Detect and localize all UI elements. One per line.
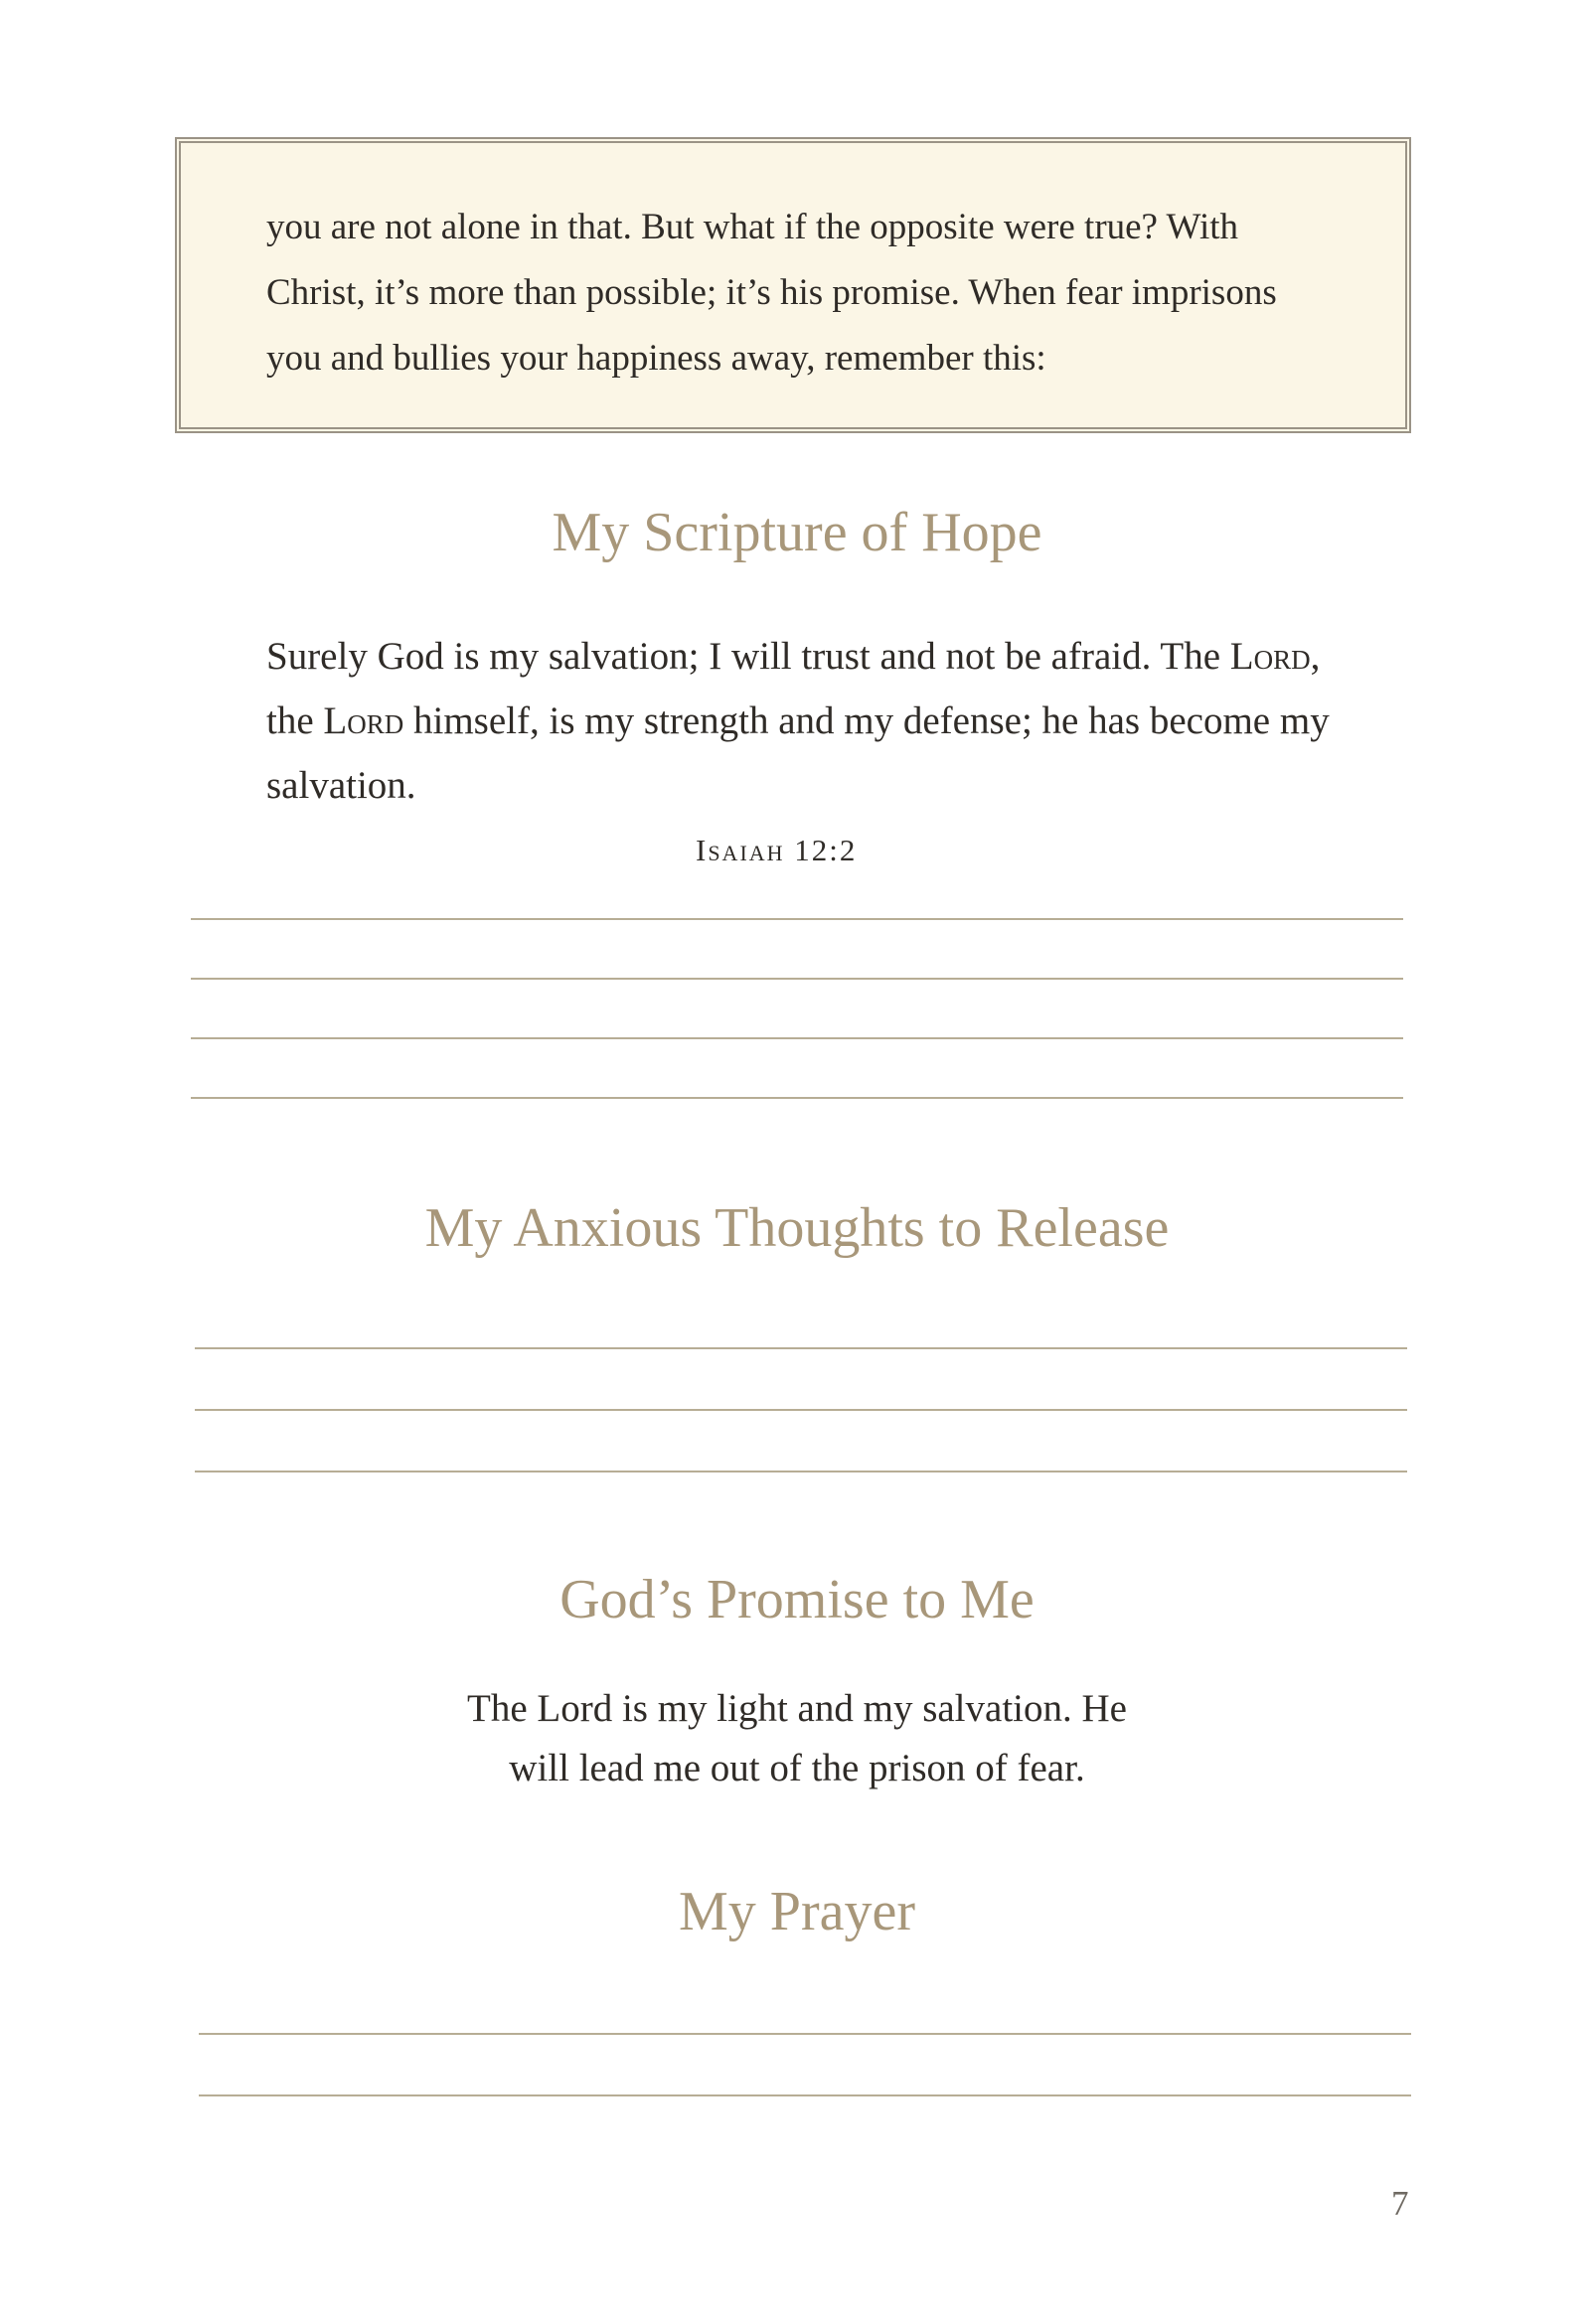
writing-line[interactable] — [195, 1409, 1407, 1411]
writing-line[interactable] — [191, 918, 1403, 920]
page-number: 7 — [1391, 2184, 1409, 2223]
verse-lord-2: Lord — [323, 699, 404, 742]
writing-line[interactable] — [191, 1097, 1403, 1099]
promise-text — [0, 1679, 1594, 1798]
writing-line[interactable] — [199, 2033, 1411, 2035]
scripture-reference: Isaiah 12:2 — [696, 833, 858, 867]
verse-part-2: , the — [266, 635, 1321, 742]
writing-line[interactable] — [191, 1037, 1403, 1039]
scripture-heading: My Scripture of Hope — [552, 502, 1042, 563]
writing-line[interactable] — [199, 2094, 1411, 2096]
anxious-thoughts-heading: My Anxious Thoughts to Release — [424, 1197, 1170, 1259]
verse-lord-1: Lord — [1229, 635, 1311, 678]
scripture-verse — [266, 624, 1340, 818]
intro-box — [175, 137, 1411, 433]
intro-text: you are not alone in that. But what if the opposite were true? With Christ, it’s more than possible; it’s his promise. When fear imprisons you and bullies your happiness away, remember this: — [266, 207, 1277, 379]
promise-line-2: will lead me out of the prison of fear. — [509, 1747, 1085, 1789]
promise-line-1: The Lord is my light and my salvation. He — [467, 1687, 1127, 1730]
verse-part-3: himself, is my strength and my defense; he has become my salvation. — [266, 699, 1330, 807]
writing-line[interactable] — [191, 978, 1403, 980]
prayer-heading: My Prayer — [679, 1881, 915, 1942]
writing-line[interactable] — [195, 1471, 1407, 1472]
promise-heading: God’s Promise to Me — [559, 1569, 1035, 1630]
writing-line[interactable] — [195, 1347, 1407, 1349]
verse-part-1: Surely God is my salvation; I will trust and not be afraid. The — [266, 635, 1230, 678]
